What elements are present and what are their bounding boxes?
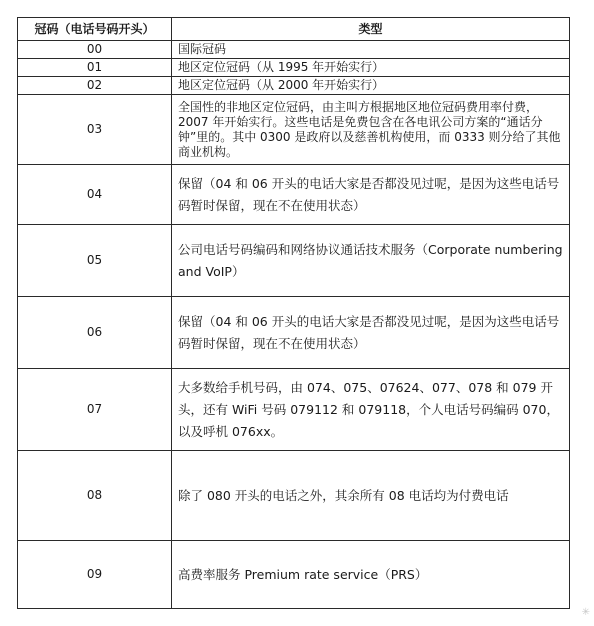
prefix-cell: 09 <box>18 541 172 609</box>
type-cell: 地区定位冠码（从 2000 年开始实行） <box>172 77 570 95</box>
header-prefix: 冠码（电话号码开头） <box>18 18 172 41</box>
table-row <box>18 541 570 609</box>
table-header-row <box>18 18 570 41</box>
table-row <box>18 297 570 369</box>
table-row <box>18 59 570 77</box>
type-cell: 保留（04 和 06 开头的电话大家是否都没见过呢，是因为这些电话号码暂时保留，现在不在使用状态） <box>172 297 570 369</box>
type-cell: 除了 080 开头的电话之外，其余所有 08 电话均为付费电话 <box>172 451 570 541</box>
prefix-cell: 03 <box>18 95 172 165</box>
table-row <box>18 95 570 165</box>
prefix-cell: 08 <box>18 451 172 541</box>
watermark-mark: ✳ <box>581 607 590 618</box>
prefix-cell: 07 <box>18 369 172 451</box>
prefix-cell: 00 <box>18 41 172 59</box>
header-type: 类型 <box>172 18 570 41</box>
table-row <box>18 165 570 225</box>
prefix-cell: 02 <box>18 77 172 95</box>
phone-prefix-table <box>17 17 570 609</box>
type-cell: 大多数给手机号码，由 074、075、07624、077、078 和 079 开头，还有 WiFi 号码 079112 和 079118，个人电话号码编码 070，以及呼机 076xx。 <box>172 369 570 451</box>
table-row <box>18 225 570 297</box>
prefix-cell: 04 <box>18 165 172 225</box>
type-cell: 地区定位冠码（从 1995 年开始实行） <box>172 59 570 77</box>
table-row <box>18 451 570 541</box>
table-row <box>18 369 570 451</box>
prefix-cell: 05 <box>18 225 172 297</box>
table-row <box>18 41 570 59</box>
type-cell: 保留（04 和 06 开头的电话大家是否都没见过呢，是因为这些电话号码暂时保留，现在不在使用状态） <box>172 165 570 225</box>
type-cell: 国际冠码 <box>172 41 570 59</box>
type-cell: 高费率服务 Premium rate service（PRS） <box>172 541 570 609</box>
table-row <box>18 77 570 95</box>
prefix-cell: 01 <box>18 59 172 77</box>
type-cell: 全国性的非地区定位冠码，由主叫方根据地区地位冠码费用率付费，2007 年开始实行。这些电话是免费包含在各电讯公司方案的“通话分钟”里的。其中 0300 是政府以及慈善机构使用，而 0333 则分给了其他商业机构。 <box>172 95 570 165</box>
prefix-cell: 06 <box>18 297 172 369</box>
type-cell: 公司电话号码编码和网络协议通话技术服务（Corporate numbering and VoIP） <box>172 225 570 297</box>
